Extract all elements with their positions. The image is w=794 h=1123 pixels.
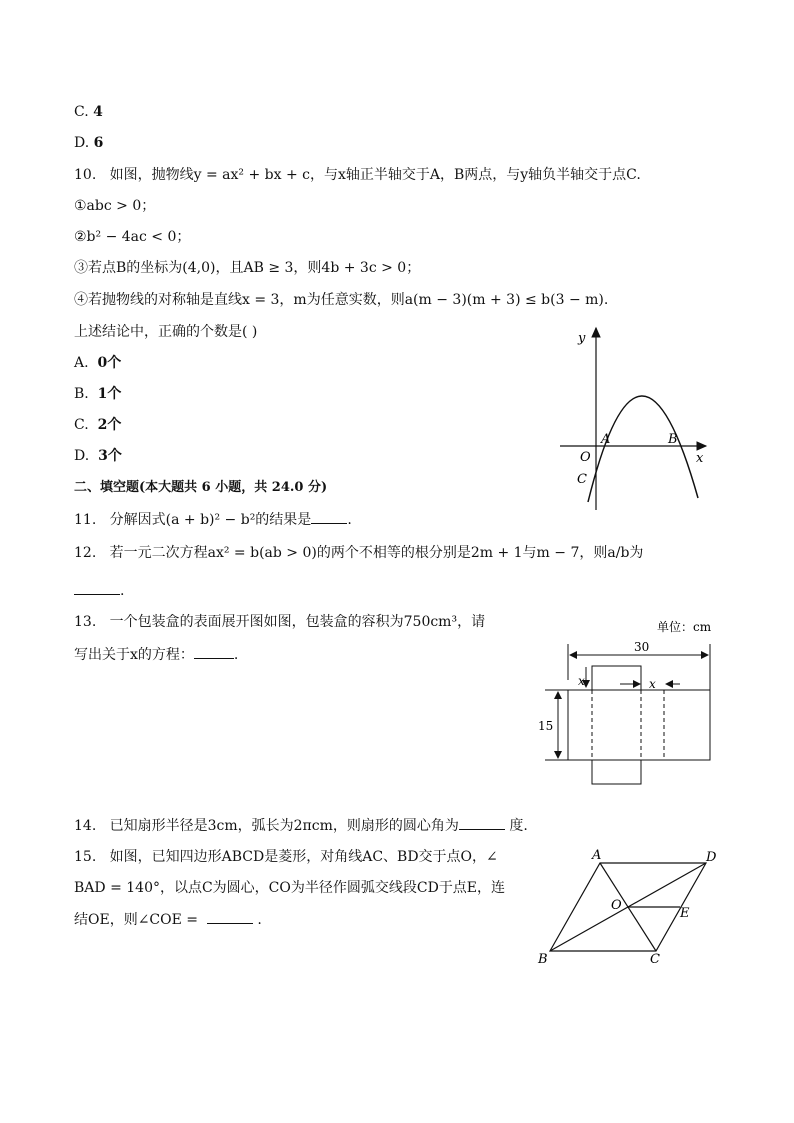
option-label: A. xyxy=(74,355,89,371)
point-c-label: C xyxy=(650,952,660,967)
option-value: 3个 xyxy=(98,448,122,464)
q12-answer-line xyxy=(74,580,124,601)
q14 xyxy=(74,815,528,836)
point-a-label: A xyxy=(601,432,611,447)
question-text: 已知扇形半径是3cm，弧长为2πcm，则扇形的圆心角为 xyxy=(109,818,459,834)
point-b-label: B xyxy=(538,952,548,967)
question-text-end: . xyxy=(257,912,262,928)
question-number: 15. xyxy=(74,849,97,865)
q12 xyxy=(74,543,643,563)
option-c-q9 xyxy=(74,102,103,122)
top-flap xyxy=(592,666,641,690)
rhombus-figure xyxy=(530,845,730,970)
q10-statement-2: ②b² − 4ac < 0； xyxy=(74,229,191,245)
question-number: 14. xyxy=(74,818,97,834)
bottom-flap xyxy=(592,760,641,784)
q10-option-c xyxy=(74,415,121,435)
q15-line-3 xyxy=(74,909,262,930)
point-b-label: B xyxy=(668,432,678,447)
parabola-curve xyxy=(588,396,698,502)
question-text: 如图，已知四边形ABCD是菱形，对角线AC、BD交于点O，∠ xyxy=(109,849,498,865)
q15-line-1 xyxy=(74,847,498,867)
section-heading: 二、填空题(本大题共 6 小题，共 24.0 分) xyxy=(74,480,328,495)
question-text: 写出关于x的方程： xyxy=(74,647,194,663)
answer-blank[interactable] xyxy=(194,644,234,659)
question-text: 一个包装盒的表面展开图如图，包装盒的容积为750cm³，请 xyxy=(109,614,486,630)
q10-question: 上述结论中，正确的个数是( ) xyxy=(74,324,258,340)
q10-option-b xyxy=(74,384,121,404)
option-value: 6 xyxy=(93,135,104,151)
question-text: 如图，抛物线y = ax² + bx + c，与x轴正半轴交于A，B两点，与y轴负半轴交于点C. xyxy=(109,167,641,183)
origin-label: O xyxy=(580,450,591,465)
question-number: 13. xyxy=(74,614,97,630)
option-label: D. xyxy=(74,135,90,151)
point-d-label: D xyxy=(706,850,717,865)
option-value: 2个 xyxy=(97,417,122,433)
parabola-figure xyxy=(550,322,720,522)
question-number: 12. xyxy=(74,545,97,561)
q11 xyxy=(74,509,352,530)
x-label: x xyxy=(696,451,704,466)
q13-line-2 xyxy=(74,644,238,665)
q10-statement-4: ④若抛物线的对称轴是直线x = 3，m为任意实数，则a(m − 3)(m + 3) ≤ b(3 − m). xyxy=(74,292,609,308)
option-value: 1个 xyxy=(97,386,122,402)
x-label-left: x xyxy=(578,674,585,688)
unit-label: 单位：cm xyxy=(657,620,712,634)
option-label: C. xyxy=(74,417,89,433)
point-e-label: E xyxy=(680,906,690,921)
x-label-right: x xyxy=(649,677,656,691)
main-strip xyxy=(568,690,710,760)
q13-line-1 xyxy=(74,612,485,632)
option-label: D. xyxy=(74,448,90,464)
point-o-label: O xyxy=(611,898,622,913)
width-label: 30 xyxy=(634,640,650,654)
option-value: 0个 xyxy=(97,355,122,371)
q10-statement-1: ①abc > 0； xyxy=(74,198,156,214)
question-text-end: . xyxy=(233,647,239,663)
answer-blank[interactable] xyxy=(74,580,120,595)
q10-stem xyxy=(74,165,641,185)
point-c-label: C xyxy=(577,472,587,487)
question-number: 11. xyxy=(74,512,97,528)
y-label: y xyxy=(578,331,586,346)
question-text-end: . xyxy=(120,583,125,599)
option-value: 4 xyxy=(93,104,103,120)
answer-blank[interactable] xyxy=(311,509,347,524)
answer-blank[interactable] xyxy=(459,815,505,830)
q10-statement-3: ③若点B的坐标为(4,0)，且AB ≥ 3，则4b + 3c > 0； xyxy=(74,260,421,276)
question-text-end: 度. xyxy=(509,818,528,834)
q15-line-2: BAD = 140°，以点C为圆心，CO为半径作圆弧交线段CD于点E，连 xyxy=(74,880,506,896)
q10-option-a xyxy=(74,353,121,373)
q10-option-d xyxy=(74,446,122,466)
answer-blank[interactable] xyxy=(207,909,253,924)
question-text: 结OE，则∠COE = xyxy=(74,912,199,928)
question-text: 若一元二次方程ax² = b(ab > 0)的两个不相等的根分别是2m + 1与m − 7，则a/b为 xyxy=(109,545,644,561)
box-net-figure xyxy=(530,612,730,792)
question-text-end: . xyxy=(347,512,352,528)
option-label: C. xyxy=(74,104,89,120)
question-number: 10. xyxy=(74,167,97,183)
question-text: 分解因式(a + b)² − b²的结果是 xyxy=(109,512,312,528)
option-label: B. xyxy=(74,386,89,402)
point-a-label: A xyxy=(592,848,602,863)
height-label: 15 xyxy=(538,719,554,733)
option-d-q9 xyxy=(74,133,103,153)
